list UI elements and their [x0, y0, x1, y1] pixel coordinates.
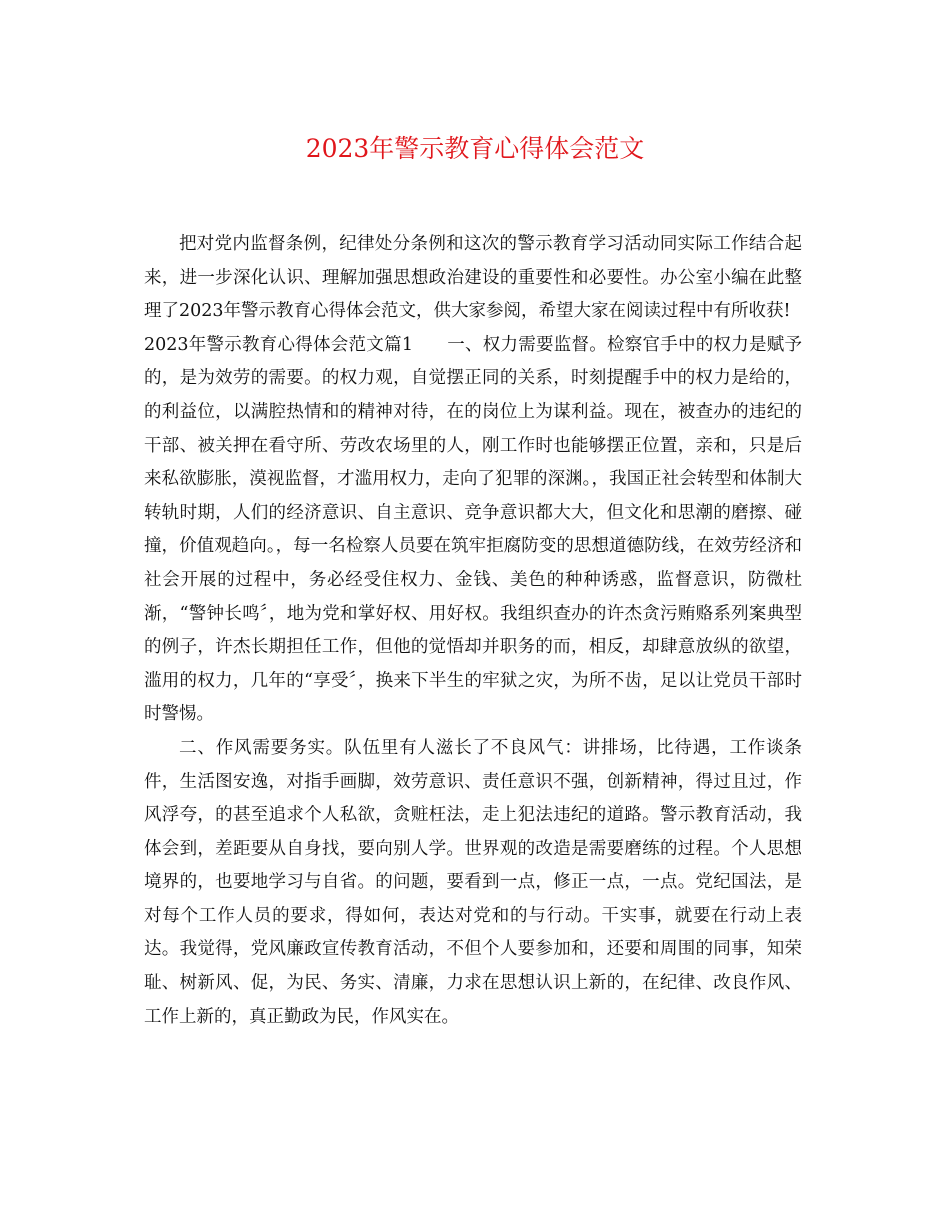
section-1-paragraph	[144, 329, 802, 732]
document-title: 2023年警示教育心得体会范文	[305, 134, 645, 163]
section-2-paragraph: 二、作风需要务实。队伍里有人滋长了不良风气：讲排场，比待遇，工作谈条件，生活图安逸，对指手画脚，效劳意识、责任意识不强，创新精神，得过且过，作风浮夸，的甚至追求个人私欲，贪赃枉法，走上犯法违纪的道路。警示教育活动，我体会到，差距要从自身找，要向别人学。世界观的改造是需要磨练的过程。个人思想境界的，也要地学习与自省。的问题，要看到一点，修正一点，一点。党纪国法，是对每个工作人员的要求，得如何，表达对党和的与行动。干实事，就要在行动上表达。我觉得，党风廉政宣传教育活动，不但个人要参加和，还要和周围的同事，知荣耻、树新风、促，为民、务实、清廉，力求在思想认识上新的，在纪律、改良作风、工作上新的，真正勤政为民，作风实在。	[144, 737, 802, 1027]
article-label: 2023年警示教育心得体会范文篇1	[144, 334, 413, 355]
section-1-text: 一、权力需要监督。检察官手中的权力是赋予的，是为效劳的需要。的权力观，自觉摆正同的关系，时刻提醒手中的权力是给的，的利益位，以满腔热情和的精神对待，在的岗位上为谋利益。现在，被查办的违纪的干部、被关押在看守所、劳改农场里的人，刚工作时也能够摆正位置，亲和，只是后来私欲膨胀，漠视监督，才滥用权力，走向了犯罪的深渊。，我国正社会转型和体制大转轨时期，人们的经济意识、自主意识、竞争意识都大大，但文化和思潮的磨擦、碰撞，价值观趋向。，每一名检察人员要在筑牢拒腐防变的思想道德防线，在效劳经济和社会开展的过程中，务必经受住权力、金钱、美色的种种诱惑，监督意识，防微杜渐，“警钟长鸣〞，地为党和掌好权、用好权。我组织查办的许杰贪污贿赂系列案典型的例子，许杰长期担任工作，但他的觉悟却并职务的而，相反，却肆意放纵的欲望，滥用的权力，几年的“享受〞，换来下半生的牢狱之灾，为所不齿，足以让党员干部时时警惕。	[144, 334, 802, 725]
intro-paragraph: 把对党内监督条例，纪律处分条例和这次的警示教育学习活动同实际工作结合起来，进一步深化认识、理解加强思想政治建设的重要性和必要性。办公室小编在此整理了2023年警示教育心得体会范文，供大家参阅，希望大家在阅读过程中有所收获!	[144, 234, 802, 322]
document-body	[144, 228, 802, 1034]
